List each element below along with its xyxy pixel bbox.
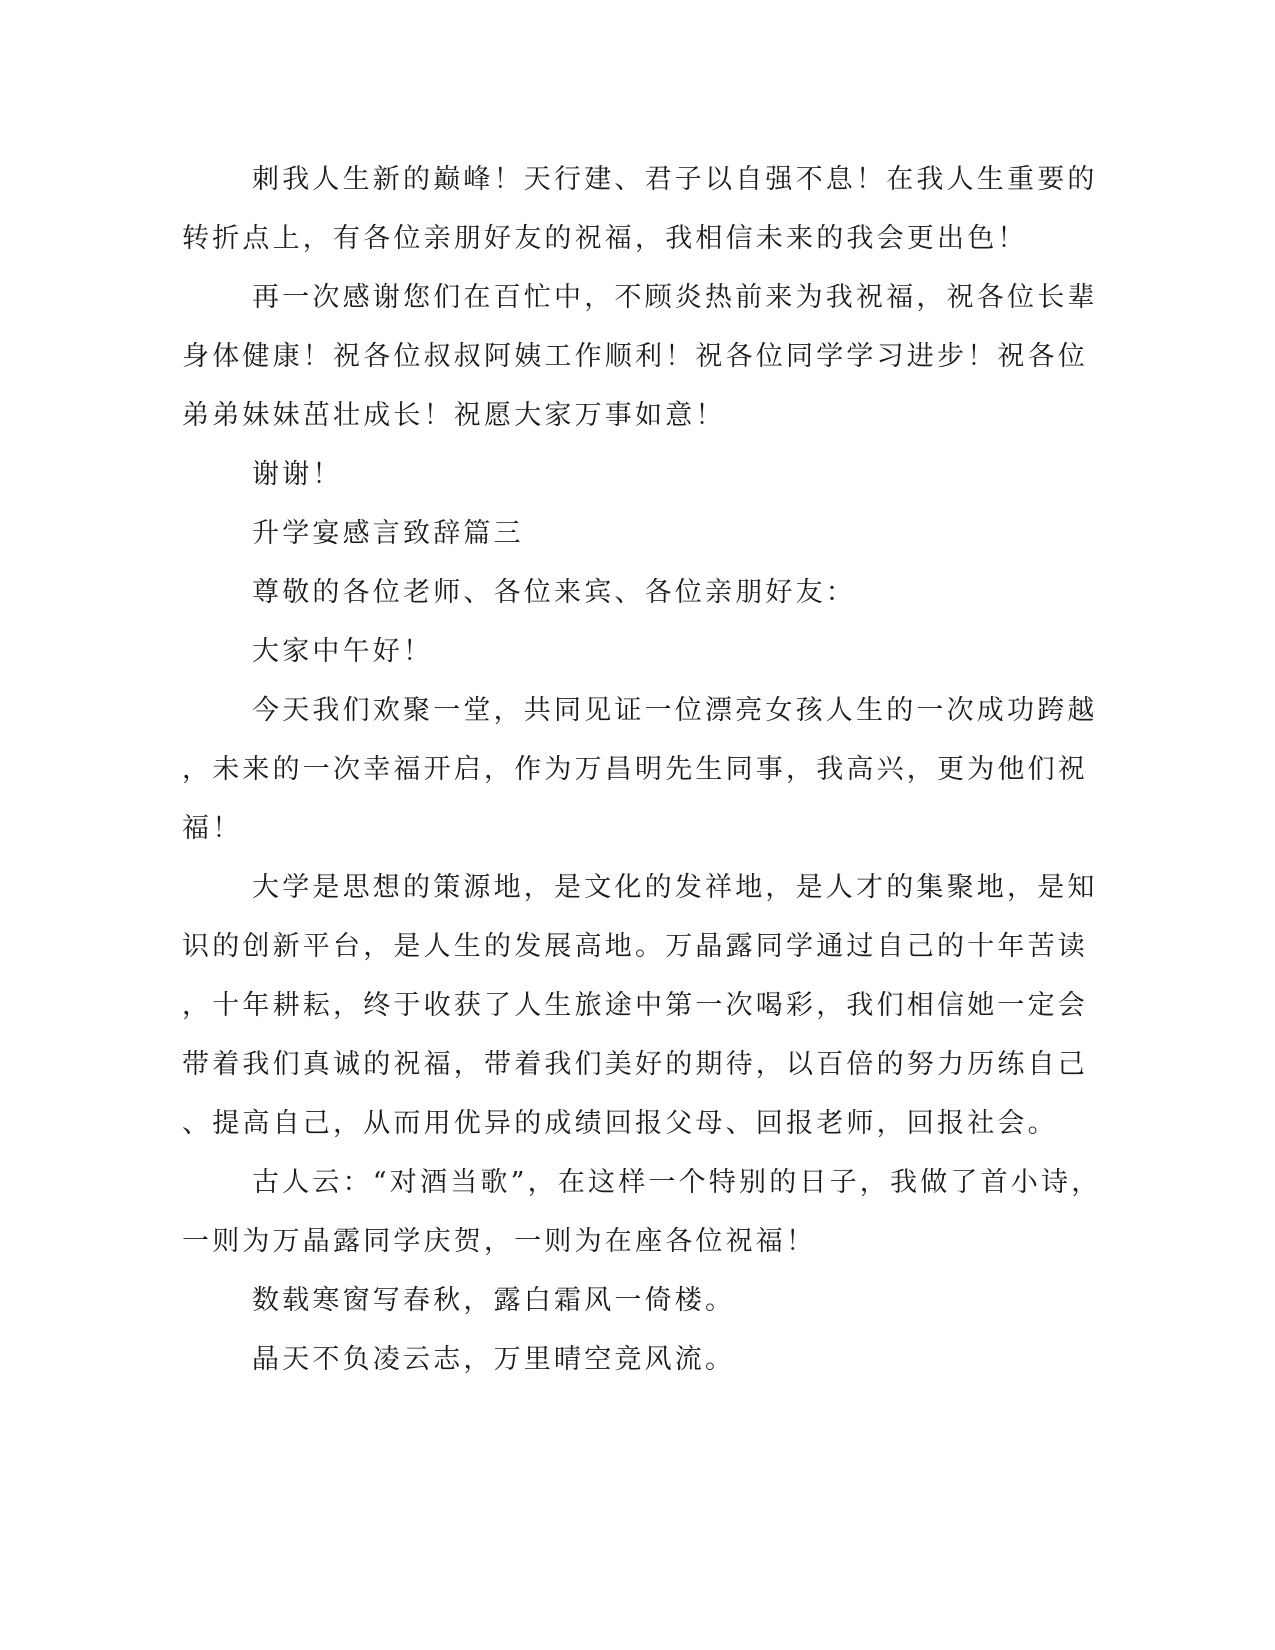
text-line: 大学是思想的策源地，是文化的发祥地，是人才的集聚地，是知 <box>252 872 1098 903</box>
text-line: 身体健康！祝各位叔叔阿姨工作顺利！祝各位同学学习进步！祝各位 <box>182 341 1088 372</box>
text-line: ，未来的一次幸福开启，作为万昌明先生同事，我高兴，更为他们祝 <box>182 754 1088 785</box>
section-heading: 升学宴感言致辞篇三 <box>252 518 524 549</box>
text-line: 今天我们欢聚一堂，共同见证一位漂亮女孩人生的一次成功跨越 <box>252 695 1098 726</box>
poem-line: 数载寒窗写春秋，露白霜风一倚楼。 <box>252 1285 736 1316</box>
text-line: 、提高自己，从而用优异的成绩回报父母、回报老师，回报社会。 <box>182 1108 1058 1139</box>
text-line: 带着我们真诚的祝福，带着我们美好的期待，以百倍的努力历练自己 <box>182 1049 1088 1080</box>
text-line: 再一次感谢您们在百忙中，不顾炎热前来为我祝福，祝各位长辈 <box>252 282 1098 313</box>
text-line: 福！ <box>182 813 243 844</box>
text-line: 古人云：“对酒当歌”，在这样一个特别的日子，我做了首小诗， <box>252 1167 1102 1198</box>
salutation: 尊敬的各位老师、各位来宾、各位亲朋好友： <box>252 577 856 608</box>
text-line: 弟弟妹妹茁壮成长！祝愿大家万事如意！ <box>182 400 726 431</box>
text-line: 谢谢！ <box>252 459 343 490</box>
text-line: 一则为万晶露同学庆贺，一则为在座各位祝福！ <box>182 1226 817 1257</box>
text-line: ，十年耕耘，终于收获了人生旅途中第一次喝彩，我们相信她一定会 <box>182 990 1088 1021</box>
text-line: 转折点上，有各位亲朋好友的祝福，我相信未来的我会更出色！ <box>182 223 1028 254</box>
poem-line: 晶天不负凌云志，万里晴空竞风流。 <box>252 1344 736 1375</box>
text-line: 识的创新平台，是人生的发展高地。万晶露同学通过自己的十年苦读 <box>182 931 1088 962</box>
greeting: 大家中午好！ <box>252 636 434 667</box>
text-line: 刺我人生新的巅峰！天行建、君子以自强不息！在我人生重要的 <box>252 164 1098 195</box>
